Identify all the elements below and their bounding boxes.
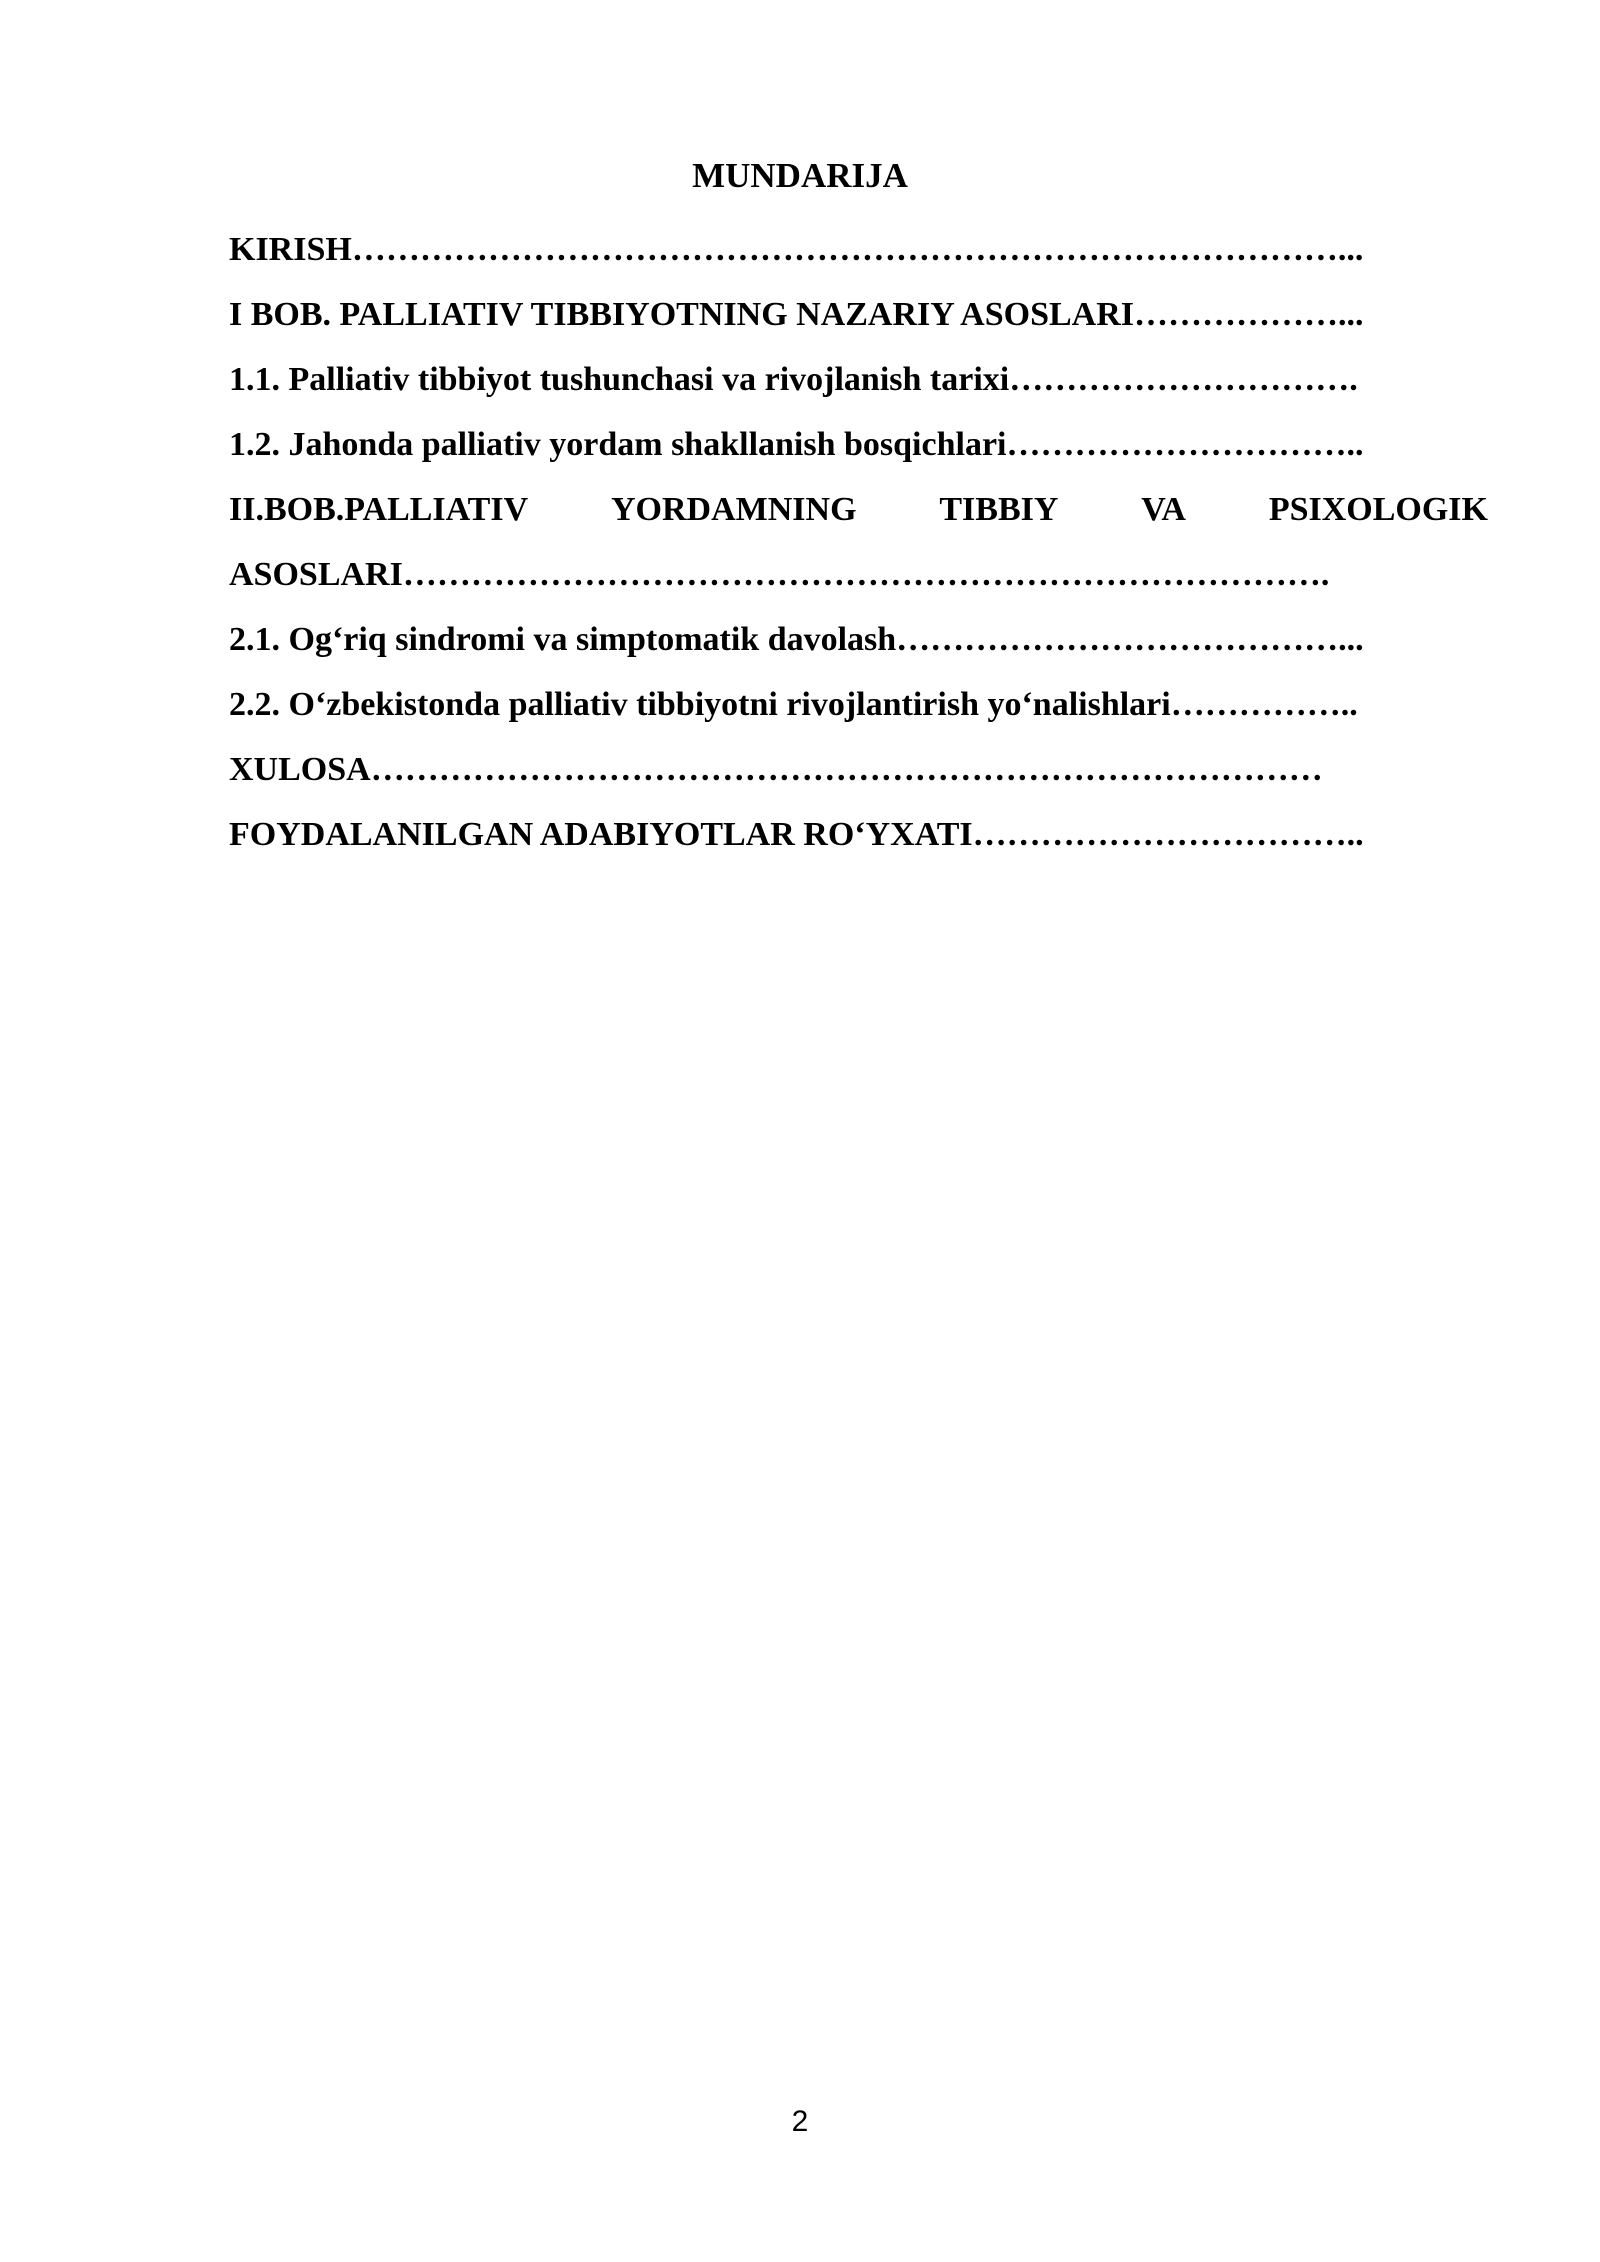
toc-chapter-2-word: PSIXOLOGIK (1268, 491, 1488, 528)
toc-chapter-2-word: TIBBIY (939, 491, 1059, 528)
page-title: MUNDARIJA (692, 156, 908, 195)
toc-entry-chapter-2-heading (229, 477, 1488, 542)
toc-entry-2-2: 2.2. O‘zbekistonda palliativ tibbiyotni rivojlantirish yo‘nalishlari…………….. (229, 686, 1358, 723)
table-of-contents (229, 217, 1488, 867)
toc-entry-chapter-1: I BOB. PALLIATIV TIBBIYOTNING NAZARIY ASOSLARI………………... (229, 296, 1364, 333)
toc-entry-xulosa: XULOSA………………………………………………………………………… (229, 751, 1323, 788)
toc-entry-kirish: KIRISH……………………………………………………………………………... (229, 231, 1364, 268)
toc-chapter-2-word: YORDAMNING (610, 491, 857, 528)
toc-entry-2-1: 2.1. Og‘riq sindromi va simptomatik davolash…………………………………... (229, 621, 1364, 658)
toc-entry-references: FOYDALANILGAN ADABIYOTLAR RO‘YXATI…………………………….. (229, 816, 1364, 853)
toc-entry-chapter-2-continuation: ASOSLARI………………………………………………………………………. (229, 556, 1330, 593)
page-number: 2 (791, 2105, 809, 2138)
toc-entry-1-1: 1.1. Palliativ tibbiyot tushunchasi va rivojlanish tarixi…………………………. (229, 361, 1358, 398)
toc-chapter-2-word: VA (1141, 491, 1186, 528)
toc-entry-1-2: 1.2. Jahonda palliativ yordam shakllanish bosqichlari………………………….. (229, 426, 1364, 463)
toc-chapter-2-word: II.BOB.PALLIATIV (229, 491, 529, 528)
